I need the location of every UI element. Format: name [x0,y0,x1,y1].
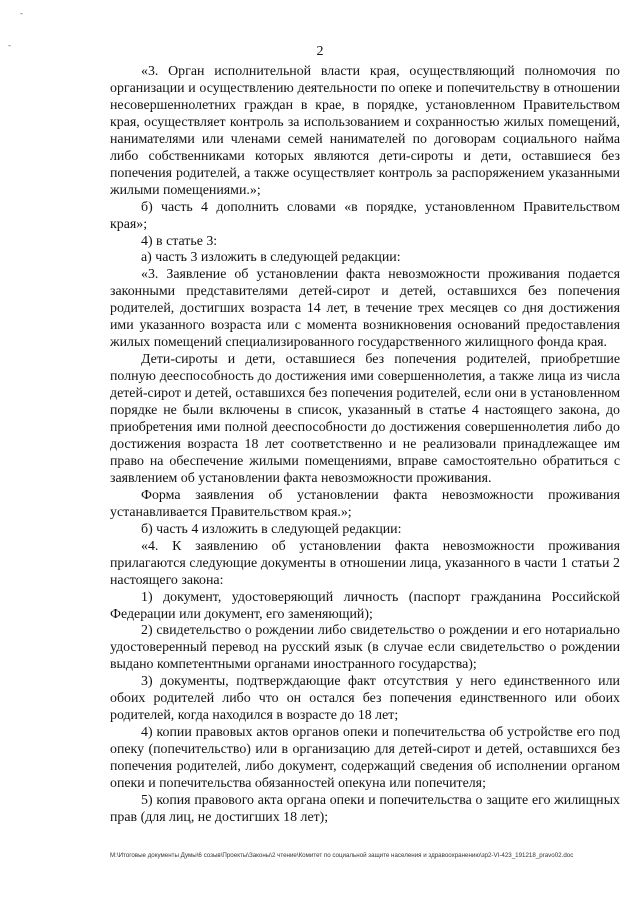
paragraph: 1) документ, удостоверяющий личность (паспорт гражданина Российской Федерации или документ, его заменяющий); [110,589,620,622]
scan-mark: - [20,8,23,18]
page-number: 2 [316,44,324,59]
paragraph: 4) копии правовых актов органов опеки и попечительства об устройстве его под опеку (попечительство) или в организацию для детей-сирот и детей, оставшихся без попечения родителей, либо документ, содержащий сведения об исполнении органом опеки и попечительства обязанностей опекуна или попечителя; [110,725,620,792]
paragraph: 2) свидетельство о рождении либо свидетельство о рождении и его нотариально удостоверенный перевод на русский язык (в случае если свидетельство о рождении выдано компетентными органами иностранного государства); [110,623,620,673]
scan-mark: - [8,40,11,50]
paragraph: «3. Заявление об установлении факта невозможности проживания подается законными представителями детей-сирот и детей, оставшихся без попечения родителей, достигших возраста 14 лет, в течение трех месяцев со дня достижения ими указанного возраста или с момента возникновения оснований предоставления жилых помещений специализированного государственного жилищного фонда края. [110,267,620,351]
paragraph: 3) документы, подтверждающие факт отсутствия у него единственного или обоих родителей либо что он остался без попечения единственного или обоих родителей, когда находился в возрасте до 18 лет; [110,674,620,724]
paragraph: а) часть 3 изложить в следующей редакции: [141,250,401,266]
paragraph: 5) копия правового акта органа опеки и попечительства о защите его жилищных прав (для лиц, не достигших 18 лет); [110,792,620,825]
paragraph: 4) в статье 3: [141,233,218,249]
paragraph: Дети-сироты и дети, оставшиеся без попечения родителей, приобретшие полную дееспособность до достижения ими совершеннолетия, а также лица из числа детей-сирот и детей, оставшихся без попечения родителей, если они в установленном порядке не были включены в список, указанный в статье 4 настоящего закона, до приобретения ими полной дееспособности до достижения совершеннолетия либо до достижения возраста 18 лет соответственно и не реализовали принадлежащее им право на обеспечение жилыми помещениями, вправе самостоятельно обратиться с заявлением об установлении факта невозможности проживания. [110,352,620,486]
paragraph: «3. Орган исполнительной власти края, осуществляющий полномочия по организации и осуществлению деятельности по опеке и попечительству в отношении несовершеннолетних граждан в крае, в порядке, установленном Правительством края, осуществляет контроль за использованием и сохранностью жилых помещений, нанимателями или членами семей нанимателей по договорам социального найма либо собственниками которых являются дети-сироты и дети, оставшиеся без попечения родителей, а также осуществляет контроль за распоряжением указанными жилыми помещениями.»; [110,64,620,198]
file-path-footer: M:\Итоговые документы Думы\6 созыв\Проекты\Законы\2 чтение\Комитет по социальной защите населения и здравоохранению\зр2-VI-423_191218_pravo02.doc [110,852,574,859]
document-body [110,64,620,827]
paragraph: Форма заявления об установлении факта невозможности проживания устанавливается Правительством края.»; [110,487,620,520]
paragraph: «4. К заявлению об установлении факта невозможности проживания прилагаются следующие документы в отношении лица, указанного в части 1 статьи 2 настоящего закона: [110,538,620,588]
paragraph: б) часть 4 дополнить словами «в порядке, установленном Правительством края»; [110,199,620,232]
paragraph: б) часть 4 изложить в следующей редакции: [141,521,402,537]
